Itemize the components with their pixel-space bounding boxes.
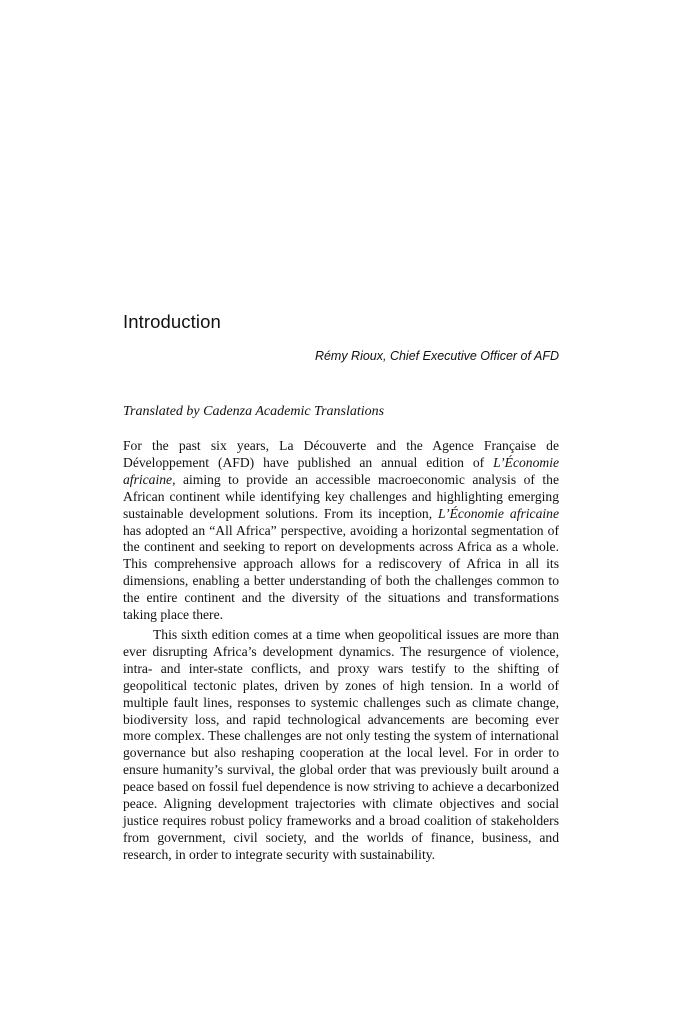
translator-credit: Translated by Cadenza Academic Translations [123, 404, 385, 419]
paragraph-1-text-a: For the past six years, La Découverte and the Agence Française de Développement (AFD) have published an annual edition of [123, 438, 559, 470]
chapter-title: Introduction [123, 311, 221, 332]
paragraph-1-text-c: has adopted an “All Africa” perspective, avoiding a horizontal segmentation of the continent and seeking to report on developments across Africa as a whole. This comprehensive approach allows for a rediscovery of Africa in all its dimensions, enabling a better understanding of both the challenges common to the entire continent and the diversity of the situations and transformations taking place there. [123, 522, 559, 623]
book-title-italic: L’Économie africaine [438, 505, 559, 521]
body-text [123, 438, 559, 864]
paragraph-1-text-b: , aiming to provide an accessible macroeconomic analysis of the African continent while identifying key challenges and highlighting emerging sustainable development solutions. From its inception, [123, 471, 559, 521]
paragraph-2: This sixth edition comes at a time when geopolitical issues are more than ever disrupting Africa’s development dynamics. The resurgence of violence, intra- and inter-state conflicts, and proxy wars testify to the shifting of geopolitical tectonic plates, driven by zones of high tension. In a world of multiple fault lines, responses to systemic challenges such as climate change, biodiversity loss, and rapid technological advancements are becoming ever more complex. These challenges are not only testing the system of international governance but also reshaping cooperation at the local level. For in order to ensure humanity’s survival, the global order that was previously built around a peace based on fossil fuel dependence is now striving to achieve a decarbonized peace. Aligning development trajectories with climate objectives and social justice requires robust policy frameworks and a broad coalition of stakeholders from government, civil society, and the worlds of finance, business, and research, in order to integrate security with sustainability. [123, 626, 559, 862]
paragraph-1 [123, 438, 559, 624]
book-title-italic: L’Économie africaine [123, 454, 559, 487]
author-byline: Rémy Rioux, Chief Executive Officer of AFD [314, 349, 559, 363]
